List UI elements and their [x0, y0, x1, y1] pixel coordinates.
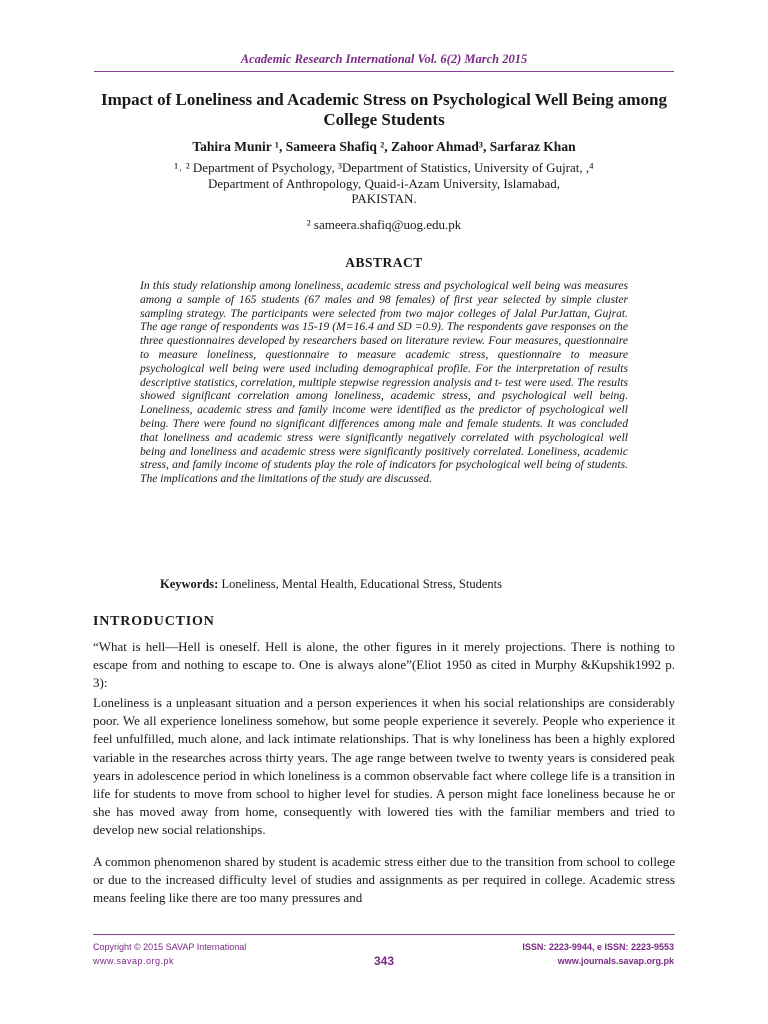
introduction-heading: INTRODUCTION: [93, 614, 215, 629]
journal-website-link[interactable]: www.journals.savap.org.pk: [557, 956, 674, 966]
keywords-list: Loneliness, Mental Health, Educational Stress, Students: [218, 577, 502, 591]
affiliation-line: PAKISTAN.: [351, 191, 417, 206]
author-email: ² sameera.shafiq@uog.edu.pk: [306, 217, 462, 232]
publisher-website-link[interactable]: www.savap.org.pk: [93, 956, 175, 966]
journal-header: Academic Research International Vol. 6(2) March 2015: [240, 52, 528, 66]
paper-title: Impact of Loneliness and Academic Stress on Psychological Well Being among College Students: [100, 90, 668, 129]
intro-paragraph-stress: A common phenomenon shared by student is academic stress either due to the transition from school to college or due to the increased difficulty level of studies and assignments as per required in college. Academic stress means feeling like there are too many pressures and: [93, 854, 675, 906]
intro-quote-paragraph: “What is hell—Hell is oneself. Hell is alone, the other figures in it merely projections. There is nothing to escape from and nothing to escape to. One is always alone”(Eliot 1950 as cited in Murphy &Kupshik1992 p. 3):: [93, 639, 675, 691]
author-list: Tahira Munir ¹, Sameera Shafiq ², Zahoor Ahmad³, Sarfaraz Khan: [192, 139, 576, 154]
abstract-text: In this study relationship among loneliness, academic stress and psychological well being was measures among a sample of 165 students (67 males and 98 females) of first year selected by simple cluster sampling strategy. The participants were selected from two major colleges of Jalal PurJattan, Gujrat. The age range of respondents was 15-19 (M=16.4 and SD =0.9). The respondents gave responses on the three questionnaires developed by researchers based on literature review. Four measures, questionnaire to measure loneliness, questionnaire to measure academic stress, questionnaire to measure psychological well being were used including demographical profile. For the interpretation of results descriptive statistics, correlation, multiple stepwise regression analysis and t- test were used. The results showed significant correlation among loneliness, academic stress, and psychological well being. Loneliness, academic stress and family income were identified as the predictor of psychological well being. There were found no significant differences among male and female students. It was concluded that loneliness and academic stress were significantly negatively correlated with psychological well being and loneliness and academic stress were significantly positively correlated. Loneliness, academic stress, and family income of students play the role of indicators for psychological well being of students. The implications and the limitations of the study are discussed.: [140, 279, 628, 486]
keywords: [160, 577, 630, 592]
affiliation-line: Department of Anthropology, Quaid-i-Azam University, Islamabad,: [207, 175, 561, 191]
affiliation-line: ¹˒ ² Department of Psychology, ³Department of Statistics, University of Gujrat, ,⁴: [174, 160, 594, 175]
abstract-heading: ABSTRACT: [345, 255, 423, 270]
keywords-label: Keywords:: [160, 577, 219, 591]
footer-divider: [93, 934, 675, 935]
page-number: 343: [373, 954, 395, 968]
intro-paragraph-loneliness: Loneliness is a unpleasant situation and a person experiences it when his social relationships are considerably poor. We all experience loneliness somehow, but some people experience it severely. People who experience it feel unfulfilled, much alone, and lack intimate relationships. That is why loneliness has been a highly explored variable in the researches across thirty years. The age range between twelve to twenty years is considered peak years in adolescence period in which loneliness is a common observable fact where college life is a transition in life for students to move from school to higher level for studies. A person might face loneliness because he or she has moved away from home, consequently with lowered ties with the familiar members and tried to develop new social relationships.: [93, 695, 675, 838]
header-divider: [94, 71, 674, 72]
copyright-notice: Copyright © 2015 SAVAP International: [93, 942, 247, 952]
affiliations: [130, 160, 638, 207]
issn-info: ISSN: 2223-9944, e ISSN: 2223-9553: [522, 942, 674, 952]
